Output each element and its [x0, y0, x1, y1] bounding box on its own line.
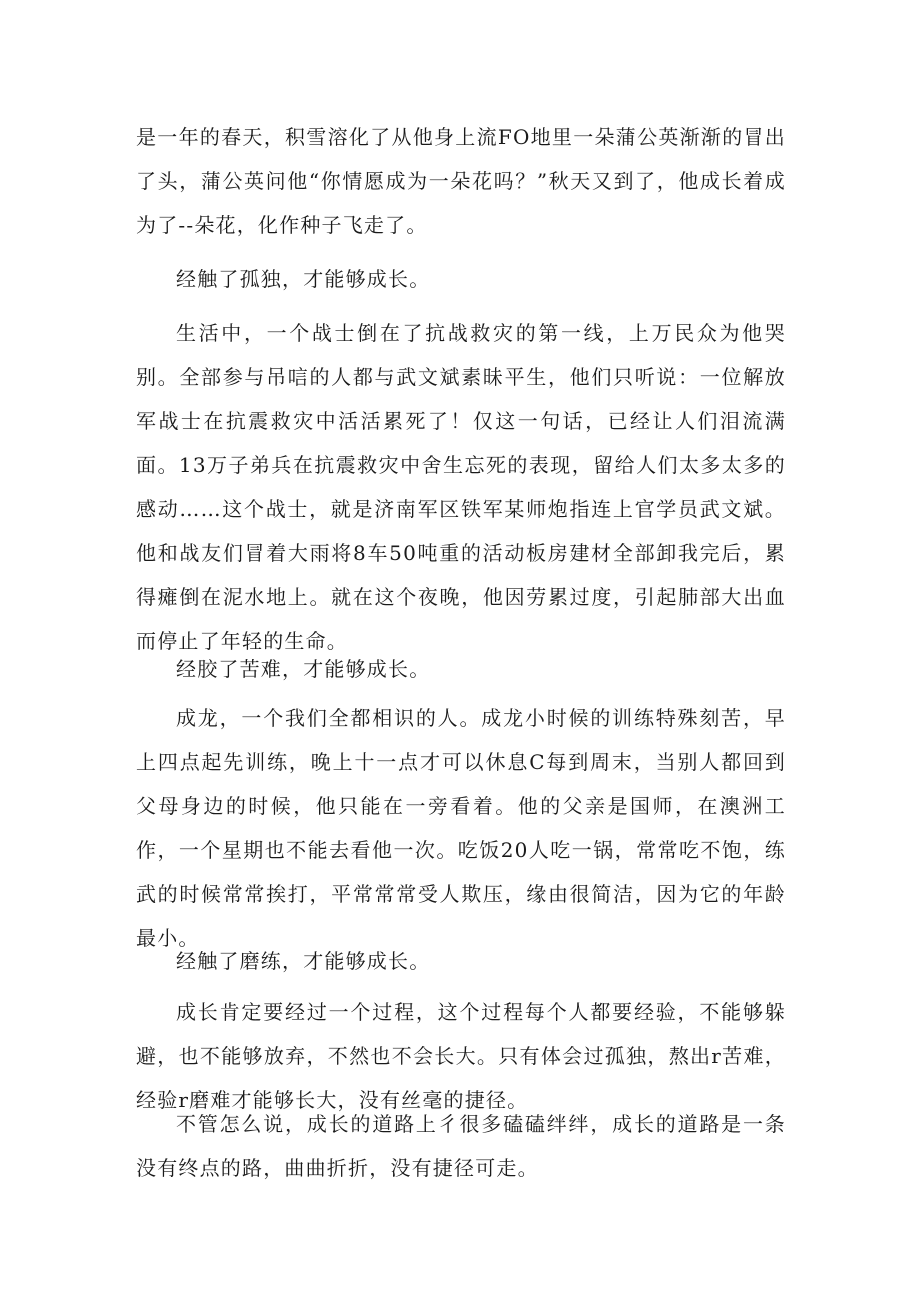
paragraph-dandelion: 是一年的春天，积雪溶化了从他身上流FO地里一朵蒲公英渐渐的冒出了头，蒲公英问他“你情愿成为一朵花吗？”秋天又到了，他成长着成为了--朵花，化作种子飞走了。: [136, 125, 786, 237]
heading-tempering: 经触了磨练，才能够成长。: [176, 949, 431, 973]
paragraph-jackie-chan: 成龙，一个我们全都相识的人。成龙小时候的训练特殊刻苦，早上四点起先训练，晚上十一点才可以休息C每到周末，当别人都回到父母身边的时候，他只能在一旁看着。他的父亲是国师，在澳洲工作，一个星期也不能去看他一次。吃饭20人吃一锅，常常吃不饱，练武的时候常常挨打，平常常常受人欺压，缘由很简洁，因为它的年龄最小。: [136, 706, 786, 950]
paragraph-conclusion: 不管怎么说，成长的道路上彳很多磕磕绊绊，成长的道路是一条没有终点的路，曲曲折折，没有捷径可走。: [136, 1112, 786, 1180]
paragraph-soldier: 生活中，一个战士倒在了抗战救灾的第一线，上万民众为他哭别。全部参与吊唁的人都与武文斌素昧平生，他们只听说：一位解放军战士在抗震救灾中活活累死了！仅这一句话，已经让人们泪流满面。13万子弟兵在抗震救灾中舍生忘死的表现，留给人们太多太多的感动……这个战士，就是济南军区铁军某师炮指连上官学员武文斌。他和战友们冒着大雨将8车50吨重的活动板房建材全部卸我完后，累得瘫倒在泥水地上。就在这个夜晚，他因劳累过度，引起肺部大出血而停止了年轻的生命。: [136, 321, 786, 653]
heading-hardship: 经胶了苦难，才能够成长。: [176, 657, 431, 681]
heading-loneliness: 经触了孤独，才能够成长。: [176, 267, 431, 291]
paragraph-growth-process: 成长肯定要经过一个过程，这个过程每个人都要经验，不能够躲避，也不能够放弃，不然也不会长大。只有体会过孤独，熬出r苦难，经验r磨难才能够长大，没有丝毫的捷径。: [136, 1000, 786, 1112]
